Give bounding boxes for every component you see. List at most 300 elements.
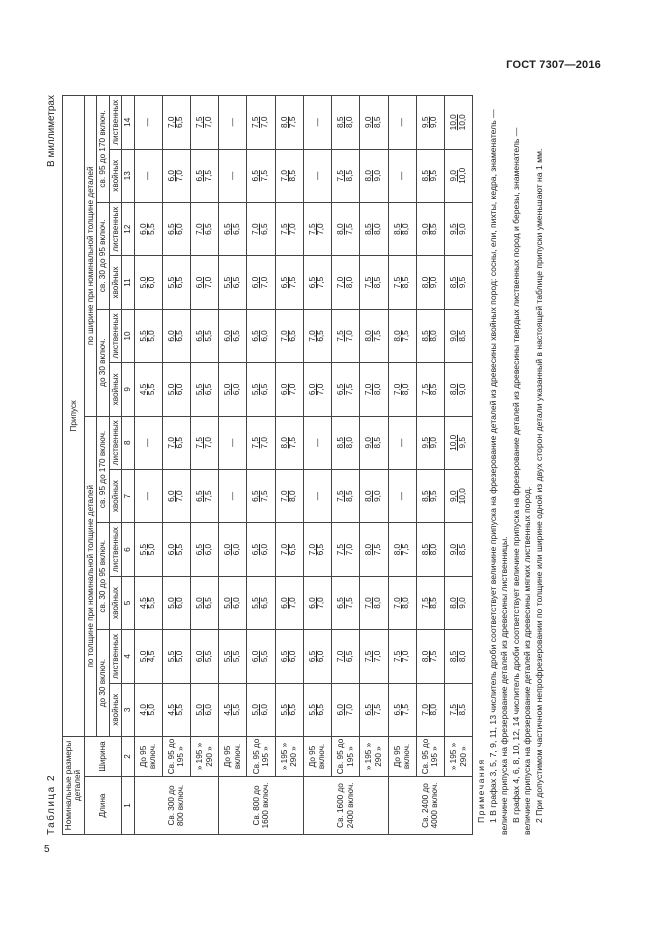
fraction-numerator: 8,5 [448, 276, 458, 289]
fraction-denominator: 7,5 [260, 490, 270, 502]
allowance-cell [190, 576, 218, 629]
fraction-denominator: 5,5 [231, 704, 241, 716]
fraction [365, 544, 382, 555]
fraction [309, 597, 326, 608]
fraction-denominator: 6,5 [175, 437, 185, 449]
fraction [252, 490, 269, 501]
fraction [422, 330, 439, 341]
allowance-cell [388, 683, 416, 736]
fraction [168, 223, 185, 234]
fraction-denominator: 6,0 [260, 543, 270, 556]
fraction [394, 597, 411, 608]
fraction [422, 597, 439, 608]
fraction-numerator: 7,0 [279, 170, 289, 182]
allowance-cell [275, 256, 303, 309]
allowance-cell [416, 416, 444, 469]
allowance-cell [388, 202, 416, 255]
notes-title: Примечания [476, 758, 486, 823]
allowance-cell [388, 363, 416, 416]
fraction-denominator: 8,5 [457, 543, 467, 556]
fraction [252, 170, 269, 181]
fraction [365, 277, 382, 288]
fraction [309, 330, 326, 341]
fraction-numerator: 9,0 [448, 170, 458, 182]
fraction-numerator: 7,5 [194, 116, 204, 128]
fraction [309, 223, 326, 234]
fraction [281, 490, 298, 501]
fraction-denominator: 7,0 [203, 437, 213, 449]
allowance-cell [162, 96, 190, 150]
allowance-cell [162, 416, 190, 469]
allowance-cell [360, 363, 388, 416]
fraction-denominator: 6,0 [147, 276, 157, 289]
fraction [365, 330, 382, 341]
fraction-numerator: 4,5 [138, 383, 148, 396]
fraction [196, 330, 213, 341]
allowance-cell [190, 630, 218, 683]
fraction-denominator: 6,5 [344, 650, 354, 663]
fraction-numerator: 6,5 [166, 223, 176, 235]
width-cell: » 195 » 290 » [360, 737, 388, 777]
fraction-numerator: 6,5 [194, 330, 204, 342]
fraction [450, 223, 467, 234]
fraction-numerator: 7,0 [279, 543, 289, 556]
allowance-cell [303, 256, 331, 309]
width-cell: До 95 включ. [134, 737, 162, 777]
column-number-row [122, 96, 134, 835]
width-cell: Св. 95 до 195 » [162, 737, 190, 777]
fraction-denominator: 7,0 [288, 597, 298, 609]
fraction-denominator: 5,0 [147, 330, 157, 342]
allowance-cell [360, 683, 388, 736]
fraction-numerator: 4,5 [223, 704, 233, 716]
column-number: 12 [122, 202, 134, 255]
fraction-numerator: 6,0 [223, 543, 233, 556]
fraction-denominator: 6,0 [260, 330, 270, 342]
allowance-cell [360, 469, 388, 522]
fraction [252, 597, 269, 608]
fraction-numerator: 5,0 [138, 276, 148, 289]
fraction-denominator: 5,5 [147, 597, 157, 609]
fraction-numerator: 7,5 [420, 383, 430, 396]
allowance-cell [219, 683, 247, 736]
allowance-cell: — [134, 469, 162, 522]
fraction [337, 651, 354, 662]
allowance-cell [219, 309, 247, 362]
fraction-denominator: 6,0 [175, 383, 185, 396]
fraction-denominator: 5,5 [147, 383, 157, 396]
allowance-cell [416, 96, 444, 150]
table-row [388, 96, 416, 835]
fraction-numerator: 7,0 [336, 276, 346, 289]
fraction-numerator: 5,5 [166, 650, 176, 663]
fraction-denominator: 8,0 [457, 650, 467, 663]
table-row [275, 96, 303, 835]
fraction-numerator: 6,5 [279, 650, 289, 663]
fraction-numerator: 6,5 [194, 490, 204, 502]
allowance-cell [332, 469, 360, 522]
header-coniferous: хвойных [109, 256, 121, 309]
allowance-cell [247, 256, 275, 309]
page-number: 5 [44, 844, 50, 855]
rotated-page-content [46, 95, 606, 835]
table-row [247, 96, 275, 835]
fraction [309, 651, 326, 662]
fraction-denominator: 5,5 [203, 330, 213, 342]
fraction-numerator: 8,0 [364, 543, 374, 556]
fraction [281, 170, 298, 181]
allowance-table [62, 95, 473, 835]
fraction-denominator: 8,5 [457, 704, 467, 716]
allowance-cell [275, 683, 303, 736]
fraction [337, 277, 354, 288]
header-deciduous: лиственных [109, 202, 121, 255]
allowance-cell [247, 469, 275, 522]
fraction-numerator: 6,0 [307, 597, 317, 609]
width-cell: » 195 » 290 » [275, 737, 303, 777]
fraction [281, 277, 298, 288]
fraction-numerator: 5,5 [279, 704, 289, 716]
allowance-cell [416, 202, 444, 255]
header-range: св. 95 до 170 включ. [97, 96, 109, 203]
fraction-denominator: 6,5 [231, 330, 241, 342]
fraction-denominator: 6,5 [231, 223, 241, 235]
fraction-numerator: 8,0 [448, 597, 458, 609]
allowance-cell [332, 256, 360, 309]
fraction-numerator: 6,0 [166, 170, 176, 182]
fraction [168, 651, 185, 662]
fraction-denominator: 7,5 [401, 330, 411, 342]
fraction-numerator: 7,0 [194, 223, 204, 235]
fraction-denominator: 8,0 [344, 437, 354, 449]
allowance-cell: — [388, 149, 416, 202]
allowance-cell [275, 630, 303, 683]
fraction-numerator: 9,0 [364, 437, 374, 449]
fraction-denominator: 7,0 [175, 490, 185, 502]
fraction [422, 704, 439, 715]
fraction-denominator: 6,0 [175, 597, 185, 609]
allowance-cell [360, 576, 388, 629]
fraction-denominator: 8,0 [372, 383, 382, 396]
fraction-denominator: 8,0 [401, 383, 411, 396]
table-row [444, 96, 472, 835]
fraction-denominator: 6,5 [260, 383, 270, 396]
fraction-denominator: 7,5 [260, 170, 270, 182]
fraction-denominator: 5,5 [175, 704, 185, 716]
fraction [252, 651, 269, 662]
fraction [422, 651, 439, 662]
column-number: 7 [122, 469, 134, 522]
fraction [140, 330, 157, 341]
allowance-cell [162, 576, 190, 629]
fraction-denominator: 7,0 [316, 383, 326, 396]
fraction-denominator: 5,5 [260, 650, 270, 663]
fraction [252, 384, 269, 395]
fraction-numerator: 5,0 [194, 704, 204, 716]
allowance-cell [303, 576, 331, 629]
fraction [140, 277, 157, 288]
fraction-numerator: 7,0 [392, 383, 402, 396]
allowance-cell [444, 202, 472, 255]
fraction-denominator: 9,0 [457, 597, 467, 609]
fraction-denominator: 7,0 [288, 223, 298, 235]
fraction-denominator: 7,5 [288, 437, 298, 449]
fraction [422, 544, 439, 555]
width-cell: Св. 95 до 195 » [416, 737, 444, 777]
fraction-denominator: 9,5 [429, 490, 439, 502]
header-deciduous: лиственных [109, 416, 121, 469]
fraction [252, 330, 269, 341]
fraction [394, 544, 411, 555]
fraction [450, 651, 467, 662]
allowance-cell [190, 363, 218, 416]
fraction-denominator: 8,5 [429, 383, 439, 396]
fraction [224, 277, 241, 288]
allowance-cell [416, 469, 444, 522]
allowance-cell [303, 630, 331, 683]
fraction-numerator: 9,5 [448, 223, 458, 235]
wood-type-row [109, 96, 121, 835]
fraction-denominator: 7,0 [344, 330, 354, 342]
allowance-cell [332, 309, 360, 362]
header-range: св. 30 до 95 включ. [97, 523, 109, 630]
fraction-denominator: 8,0 [344, 116, 354, 128]
fraction [196, 704, 213, 715]
fraction [224, 704, 241, 715]
fraction [252, 277, 269, 288]
allowance-cell [134, 363, 162, 416]
fraction-numerator: 8,5 [420, 490, 430, 502]
allowance-cell [134, 576, 162, 629]
fraction-denominator: 8,0 [429, 330, 439, 342]
allowance-cell [134, 256, 162, 309]
fraction-denominator: 7,5 [372, 330, 382, 342]
fraction [365, 117, 382, 128]
fraction [365, 223, 382, 234]
allowance-cell [247, 309, 275, 362]
header-coniferous: хвойных [109, 363, 121, 416]
fraction-numerator: 6,0 [307, 383, 317, 396]
fraction-numerator: 5,5 [251, 383, 261, 396]
fraction [450, 114, 467, 130]
fraction [140, 651, 157, 662]
fraction-numerator: 9,0 [420, 223, 430, 235]
allowance-cell: — [388, 469, 416, 522]
allowance-cell [444, 309, 472, 362]
width-cell: Св. 95 до 195 » [247, 737, 275, 777]
fraction-numerator: 6,5 [307, 650, 317, 663]
header-by-thickness: по толщине при номинальной толщине деталей [84, 416, 96, 736]
fraction-numerator: 6,5 [336, 383, 346, 396]
fraction [196, 437, 213, 448]
allowance-cell [416, 149, 444, 202]
allowance-cell: — [303, 469, 331, 522]
fraction-denominator: 8,5 [372, 276, 382, 289]
fraction [337, 544, 354, 555]
fraction-numerator: 6,0 [194, 276, 204, 289]
table-row [303, 96, 331, 835]
fraction-numerator: 8,0 [364, 330, 374, 342]
fraction-denominator: 8,0 [429, 704, 439, 716]
allowance-cell [162, 523, 190, 576]
fraction-numerator: 7,0 [166, 437, 176, 449]
fraction-numerator: 6,5 [251, 170, 261, 182]
fraction-denominator: 6,5 [288, 543, 298, 556]
fraction-denominator: 8,5 [344, 490, 354, 502]
fraction-numerator: 5,0 [166, 383, 176, 396]
fraction [450, 384, 467, 395]
table-caption: Таблица 2 [46, 773, 57, 835]
column-number: 8 [122, 416, 134, 469]
fraction-numerator: 5,5 [194, 383, 204, 396]
fraction-numerator: 8,0 [336, 223, 346, 235]
fraction [422, 437, 439, 448]
fraction-numerator: 7,0 [279, 330, 289, 342]
fraction-numerator: 8,5 [364, 223, 374, 235]
fraction-numerator: 6,5 [392, 704, 402, 716]
header-coniferous: хвойных [109, 683, 121, 736]
fraction-numerator: 10,0 [448, 114, 458, 131]
fraction-denominator: 6,5 [231, 276, 241, 289]
fraction-numerator: 6,0 [251, 276, 261, 289]
fraction [224, 330, 241, 341]
fraction [422, 117, 439, 128]
length-cell: Св. 300 до 800 включ. [134, 777, 219, 835]
fraction-denominator: 9,5 [457, 276, 467, 289]
fraction-denominator: 9,0 [457, 383, 467, 396]
allowance-cell: — [219, 469, 247, 522]
fraction-denominator: 8,5 [372, 116, 382, 128]
allowance-cell [275, 469, 303, 522]
fraction-denominator: 8,5 [457, 330, 467, 342]
allowance-cell [416, 363, 444, 416]
allowance-cell [332, 523, 360, 576]
fraction-denominator: 9,0 [429, 116, 439, 128]
allowance-cell [444, 469, 472, 522]
allowance-cell [360, 202, 388, 255]
header-deciduous: лиственных [109, 630, 121, 683]
fraction-denominator: 7,5 [344, 223, 354, 235]
fraction [281, 384, 298, 395]
allowance-cell [303, 202, 331, 255]
allowance-cell [162, 469, 190, 522]
fraction-numerator: 7,0 [364, 383, 374, 396]
allowance-cell [162, 363, 190, 416]
fraction-denominator: 6,5 [175, 330, 185, 342]
fraction-numerator: 6,5 [336, 597, 346, 609]
allowance-cell [162, 256, 190, 309]
fraction-numerator: 8,5 [336, 116, 346, 128]
column-number: 2 [122, 737, 134, 777]
fraction-denominator: 7,0 [175, 170, 185, 182]
note-1a: 1 В графах 3, 5, 7, 9, 11, 13 числитель дроби соответствует величине припуска на фрезерование деталей из древесины хвойных пород: сосны, ели, пихты, кедра, знаменатель — величине припуска на фрезерование деталей из древесины лиственницы. [487, 109, 510, 835]
header-range: св. 30 до 95 включ. [97, 202, 109, 309]
fraction [252, 437, 269, 448]
fraction-numerator: 7,5 [307, 223, 317, 235]
fraction-denominator: 5,0 [175, 650, 185, 663]
header-allowance: Припуск [63, 96, 85, 737]
fraction-denominator: 5,5 [203, 650, 213, 663]
fraction [252, 223, 269, 234]
fraction [394, 384, 411, 395]
fraction-denominator: 6,5 [316, 543, 326, 556]
table-row [332, 96, 360, 835]
fraction-numerator: 8,0 [279, 437, 289, 449]
fraction [196, 384, 213, 395]
allowance-cell [444, 363, 472, 416]
allowance-cell: — [134, 96, 162, 150]
fraction-denominator: 6,0 [175, 223, 185, 235]
fraction-numerator: 4,0 [138, 704, 148, 716]
fraction [337, 117, 354, 128]
fraction-denominator: 8,0 [372, 223, 382, 235]
fraction-denominator: 6,5 [203, 597, 213, 609]
fraction-denominator: 8,0 [401, 223, 411, 235]
fraction-numerator: 6,0 [279, 383, 289, 396]
header-range: св. 95 до 170 включ. [97, 416, 109, 523]
fraction [224, 544, 241, 555]
allowance-cell [332, 96, 360, 150]
fraction-denominator: 6,5 [316, 330, 326, 342]
fraction [365, 490, 382, 501]
fraction [422, 490, 439, 501]
fraction-numerator: 6,5 [251, 490, 261, 502]
fraction [450, 704, 467, 715]
fraction [309, 384, 326, 395]
fraction-numerator: 9,0 [364, 116, 374, 128]
fraction-numerator: 8,5 [392, 223, 402, 235]
fraction [196, 544, 213, 555]
column-number: 5 [122, 576, 134, 629]
fraction-denominator: 8,0 [401, 597, 411, 609]
fraction-numerator: 7,0 [166, 116, 176, 128]
fraction-denominator: 7,5 [288, 116, 298, 128]
fraction [252, 117, 269, 128]
allowance-cell: — [303, 416, 331, 469]
fraction [337, 704, 354, 715]
header-deciduous: лиственных [109, 523, 121, 576]
allowance-cell [247, 523, 275, 576]
allowance-cell [275, 416, 303, 469]
column-number: 3 [122, 683, 134, 736]
header-deciduous: лиственных [109, 309, 121, 362]
fraction-numerator: 7,5 [448, 704, 458, 716]
fraction-denominator: 7,5 [372, 543, 382, 556]
fraction-numerator: 6,0 [166, 490, 176, 502]
fraction-denominator: 7,5 [401, 704, 411, 716]
allowance-cell [247, 416, 275, 469]
fraction-denominator: 6,0 [231, 597, 241, 609]
note-2: 2 При допустимом частичном непрофрезеровании по толщине или ширине одной из двух сторон детали указанный в настоящей таблице припуски уменьшают на 1 мм. [533, 148, 544, 823]
fraction [337, 384, 354, 395]
fraction-denominator: 8,0 [372, 597, 382, 609]
fraction-numerator: 8,0 [392, 543, 402, 556]
fraction-numerator: 5,5 [223, 276, 233, 289]
column-number: 13 [122, 149, 134, 202]
fraction [224, 223, 241, 234]
notes-block [476, 95, 546, 835]
fraction-denominator: 7,0 [203, 276, 213, 289]
fraction-numerator: 8,0 [420, 650, 430, 663]
allowance-cell [332, 202, 360, 255]
width-cell: До 95 включ. [219, 737, 247, 777]
column-number: 14 [122, 96, 134, 150]
fraction-denominator: 7,0 [260, 437, 270, 449]
units-label: В миллиметрах [46, 95, 57, 167]
fraction-numerator: 4,5 [166, 704, 176, 716]
fraction-numerator: 7,0 [336, 650, 346, 663]
fraction-denominator: 6,5 [203, 223, 213, 235]
